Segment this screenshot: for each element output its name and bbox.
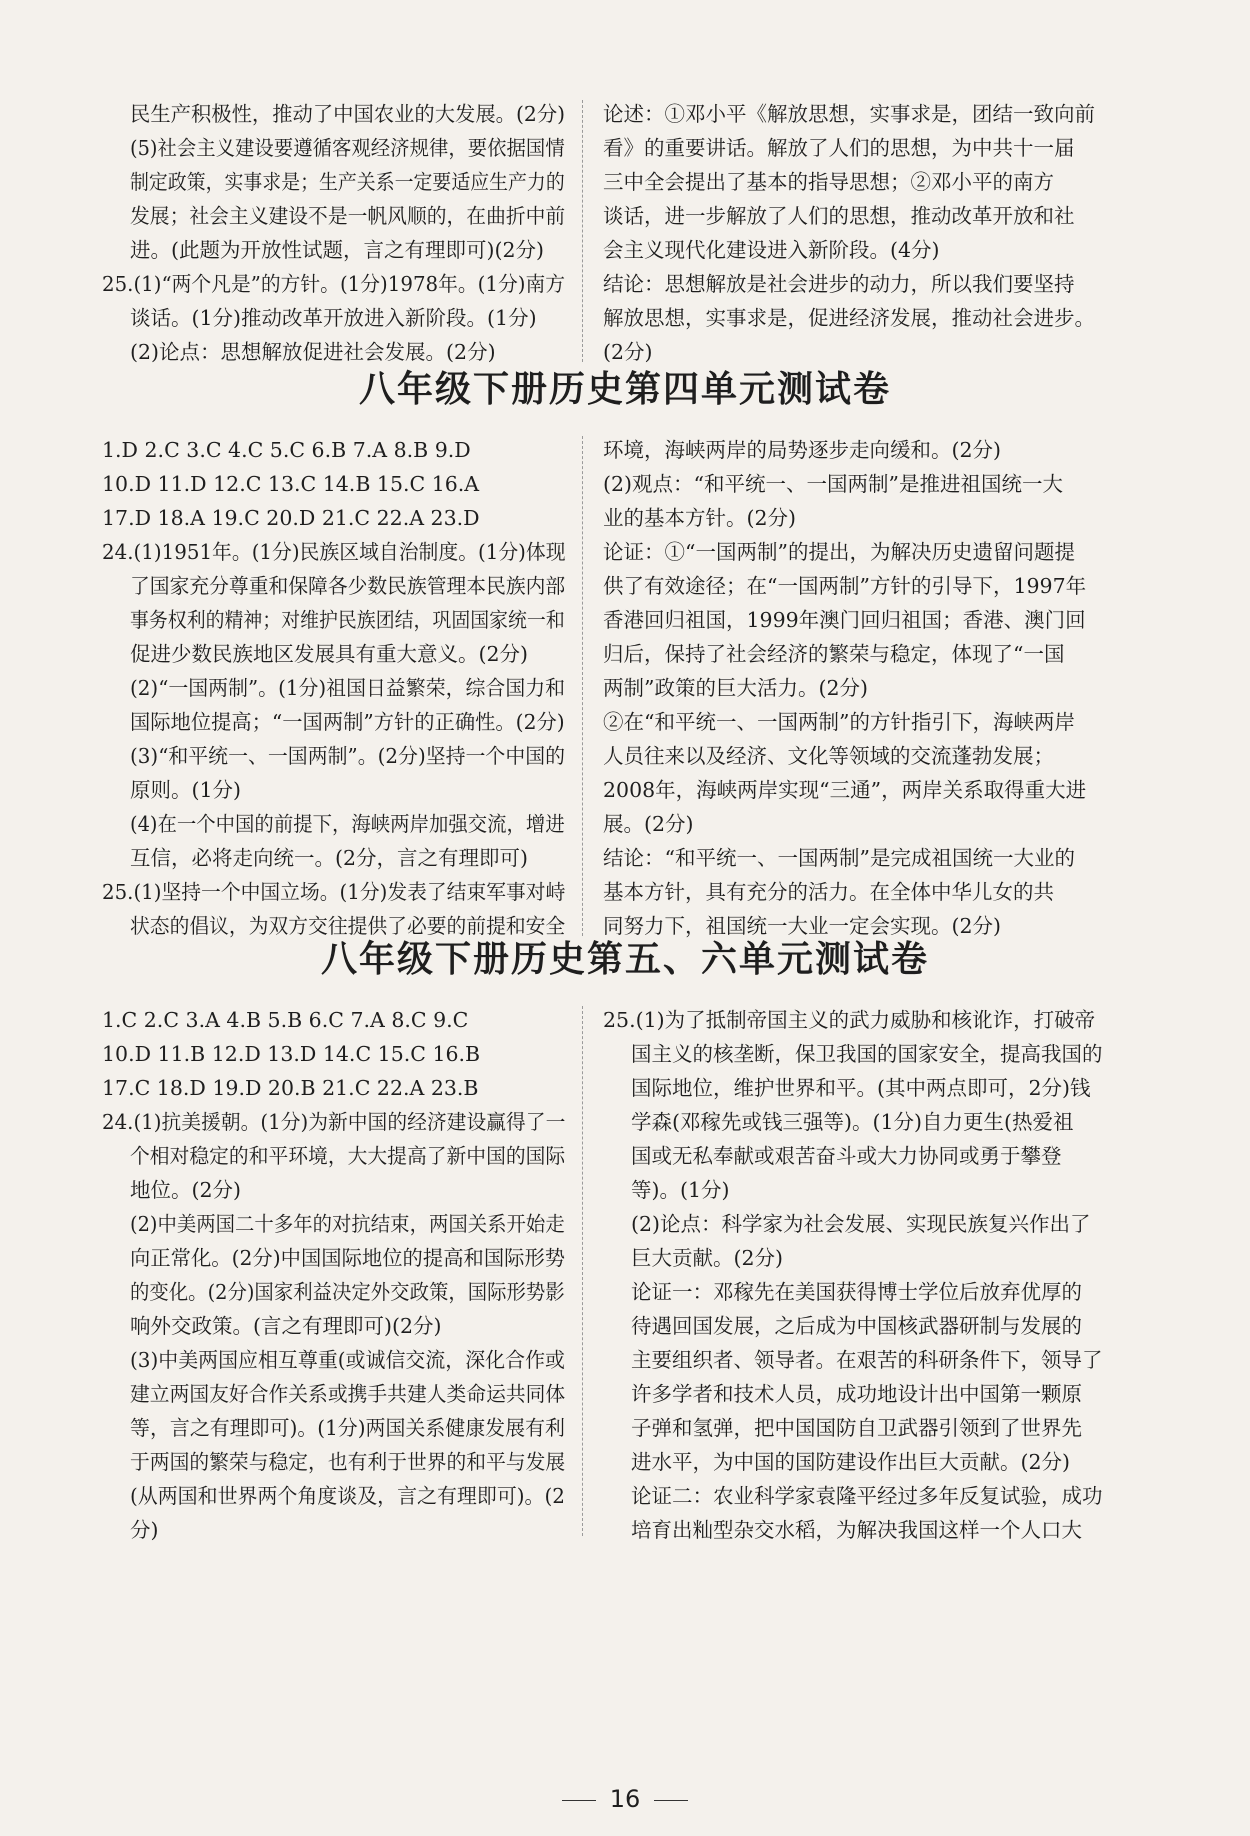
answer-row: 1.C 2.C 3.A 4.B 5.B 6.C 7.A 8.C 9.C [102, 1008, 469, 1032]
text-line: 于两国的繁荣与稳定，也有利于世界的和平与发展 [130, 1450, 566, 1474]
text-line: 三中全会提出了基本的指导思想；②邓小平的南方 [603, 170, 1054, 194]
text-line: 主要组织者、领导者。在艰苦的科研条件下，领导了 [631, 1348, 1103, 1372]
answer-row: 1.D 2.C 3.C 4.C 5.C 6.B 7.A 8.B 9.D [102, 438, 471, 462]
text-line: 待遇回国发展，之后成为中国核武器研制与发展的 [631, 1314, 1082, 1338]
text-line: 地位。(2分) [130, 1178, 242, 1202]
text-line: 发展；社会主义建设不是一帆风顺的，在曲折中前 [130, 204, 566, 228]
text-line: 25.(1)坚持一个中国立场。(1分)发表了结束军事对峙 [102, 880, 566, 904]
text-line: 解放思想，实事求是，促进经济发展，推动社会进步。 [603, 306, 1095, 330]
text-line: 等，言之有理即可)。(1分)两国关系健康发展有利 [130, 1416, 565, 1440]
text-line: 分) [130, 1518, 159, 1542]
text-line: 24.(1)抗美援朝。(1分)为新中国的经济建设赢得了一 [102, 1110, 566, 1134]
text-line: 状态的倡议，为双方交往提供了必要的前提和安全 [130, 914, 566, 938]
text-line: 论述：①邓小平《解放思想，实事求是，团结一致向前 [603, 102, 1095, 126]
text-line: 基本方针，具有充分的活力。在全体中华儿女的共 [603, 880, 1054, 904]
text-line: 谈话，进一步解放了人们的思想，推动改革开放和社 [603, 204, 1075, 228]
text-line: 2008年，海峡两岸实现“三通”，两岸关系取得重大进 [603, 778, 1087, 802]
text-line: 香港回归祖国，1999年澳门回归祖国；香港、澳门回 [603, 608, 1086, 632]
text-line: 个相对稳定的和平环境，大大提高了新中国的国际 [130, 1144, 566, 1168]
page-number-text: 16 [609, 1785, 641, 1813]
text-line: (4)在一个中国的前提下，海峡两岸加强交流，增进 [130, 812, 565, 836]
text-line: 25.(1)为了抵制帝国主义的武力威胁和核讹诈，打破帝 [603, 1008, 1096, 1032]
text-line: 国际地位提高；“一国两制”方针的正确性。(2分) [130, 710, 565, 734]
text-line: 响外交政策。(言之有理即可)(2分) [130, 1314, 442, 1338]
column-divider [582, 100, 583, 362]
page-number [0, 1785, 1250, 1813]
text-line: 许多学者和技术人员，成功地设计出中国第一颗原 [631, 1382, 1082, 1406]
text-line: 培育出籼型杂交水稻，为解决我国这样一个人口大 [631, 1518, 1082, 1542]
text-line: 国主义的核垄断，保卫我国的国家安全，提高我国的 [631, 1042, 1103, 1066]
text-line: 结论：思想解放是社会进步的动力，所以我们要坚持 [603, 272, 1075, 296]
text-line: (2)“一国两制”。(1分)祖国日益繁荣，综合国力和 [130, 676, 566, 700]
answer-row: 10.D 11.D 12.C 13.C 14.B 15.C 16.A [102, 472, 480, 496]
text-line: 25.(1)“两个凡是”的方针。(1分)1978年。(1分)南方 [102, 272, 566, 296]
text-line: 原则。(1分) [130, 778, 242, 802]
text-line: 民生产积极性，推动了中国农业的大发展。(2分) [130, 102, 566, 126]
text-line: 24.(1)1951年。(1分)民族区域自治制度。(1分)体现 [102, 540, 566, 564]
text-line: 的变化。(2分)国家利益决定外交政策，国际形势影 [130, 1280, 565, 1304]
text-line: 论证：①“一国两制”的提出，为解决历史遗留问题提 [603, 540, 1075, 564]
text-line: 子弹和氢弹，把中国国防自卫武器引领到了世界先 [631, 1416, 1082, 1440]
text-line: 业的基本方针。(2分) [603, 506, 797, 530]
text-line: ②在“和平统一、一国两制”的方针指引下，海峡两岸 [603, 710, 1075, 734]
text-line: 事务权利的精神；对维护民族团结，巩固国家统一和 [130, 608, 565, 632]
text-line: 展。(2分) [603, 812, 694, 836]
text-line: (3)中美两国应相互尊重(或诚信交流，深化合作或 [130, 1348, 565, 1372]
dash-right [654, 1800, 688, 1801]
text-line: 结论：“和平统一、一国两制”是完成祖国统一大业的 [603, 846, 1075, 870]
text-line: 论证一：邓稼先在美国获得博士学位后放弃优厚的 [631, 1280, 1082, 1304]
text-line: 等)。(1分) [631, 1178, 730, 1202]
text-line: 国际地位，维护世界和平。(其中两点即可，2分)钱 [631, 1076, 1091, 1100]
column-divider [582, 436, 583, 936]
text-line: 论证二：农业科学家袁隆平经过多年反复试验，成功 [631, 1484, 1103, 1508]
text-line: (2)中美两国二十多年的对抗结束，两国关系开始走 [130, 1212, 565, 1236]
text-line: (2)论点：科学家为社会发展、实现民族复兴作出了 [631, 1212, 1091, 1236]
text-line: 国或无私奉献或艰苦奋斗或大力协同或勇于攀登 [631, 1144, 1062, 1168]
text-line: (2)论点：思想解放促进社会发展。(2分) [130, 340, 496, 364]
section2-title: 八年级下册历史第四单元测试卷 [358, 369, 891, 410]
text-line: 会主义现代化建设进入新阶段。(4分) [603, 238, 940, 262]
answer-row: 17.D 18.A 19.C 20.D 21.C 22.A 23.D [102, 506, 480, 530]
text-line: 进水平，为中国的国防建设作出巨大贡献。(2分) [631, 1450, 1071, 1474]
text-line: 看》的重要讲话。解放了人们的思想，为中共十一届 [603, 136, 1075, 160]
answer-row: 10.D 11.B 12.D 13.D 14.C 15.C 16.B [102, 1042, 481, 1066]
text-line: 建立两国友好合作关系或携手共建人类命运共同体 [130, 1382, 566, 1406]
text-line: 学森(邓稼先或钱三强等)。(1分)自力更生(热爱祖 [631, 1110, 1074, 1134]
text-line: 了国家充分尊重和保障各少数民族管理本民族内部 [130, 574, 566, 598]
text-line: 向正常化。(2分)中国国际地位的提高和国际形势 [130, 1246, 566, 1270]
text-line: 同努力下，祖国统一大业一定会实现。(2分) [603, 914, 1002, 938]
section3-title: 八年级下册历史第五、六单元测试卷 [320, 939, 929, 980]
text-line: 人员往来以及经济、文化等领域的交流蓬勃发展； [603, 744, 1054, 768]
text-line: 进。(此题为开放性试题，言之有理即可)(2分) [130, 238, 545, 262]
text-line: 归后，保持了社会经济的繁荣与稳定，体现了“一国 [603, 642, 1065, 666]
text-line: 环境，海峡两岸的局势逐步走向缓和。(2分) [603, 438, 1002, 462]
dash-left [562, 1800, 596, 1801]
text-line: 互信，必将走向统一。(2分，言之有理即可) [130, 846, 529, 870]
text-line: (3)“和平统一、一国两制”。(2分)坚持一个中国的 [130, 744, 566, 768]
text-line: 供了有效途径；在“一国两制”方针的引导下，1997年 [603, 574, 1087, 598]
text-line: (5)社会主义建设要遵循客观经济规律，要依据国情 [130, 136, 565, 160]
text-line: 谈话。(1分)推动改革开放进入新阶段。(1分) [130, 306, 537, 330]
text-line: 促进少数民族地区发展具有重大意义。(2分) [130, 642, 529, 666]
text-line: 制定政策，实事求是；生产关系一定要适应生产力的 [130, 170, 565, 194]
text-line: (2分) [603, 340, 653, 364]
text-line: (2)观点：“和平统一、一国两制”是推进祖国统一大 [603, 472, 1063, 496]
column-divider [582, 1006, 583, 1536]
text-line: 巨大贡献。(2分) [631, 1246, 784, 1270]
answer-row: 17.C 18.D 19.D 20.B 21.C 22.A 23.B [102, 1076, 479, 1100]
text-line: (从两国和世界两个角度谈及，言之有理即可)。(2 [130, 1484, 565, 1508]
text-line: 两制”政策的巨大活力。(2分) [603, 676, 869, 700]
